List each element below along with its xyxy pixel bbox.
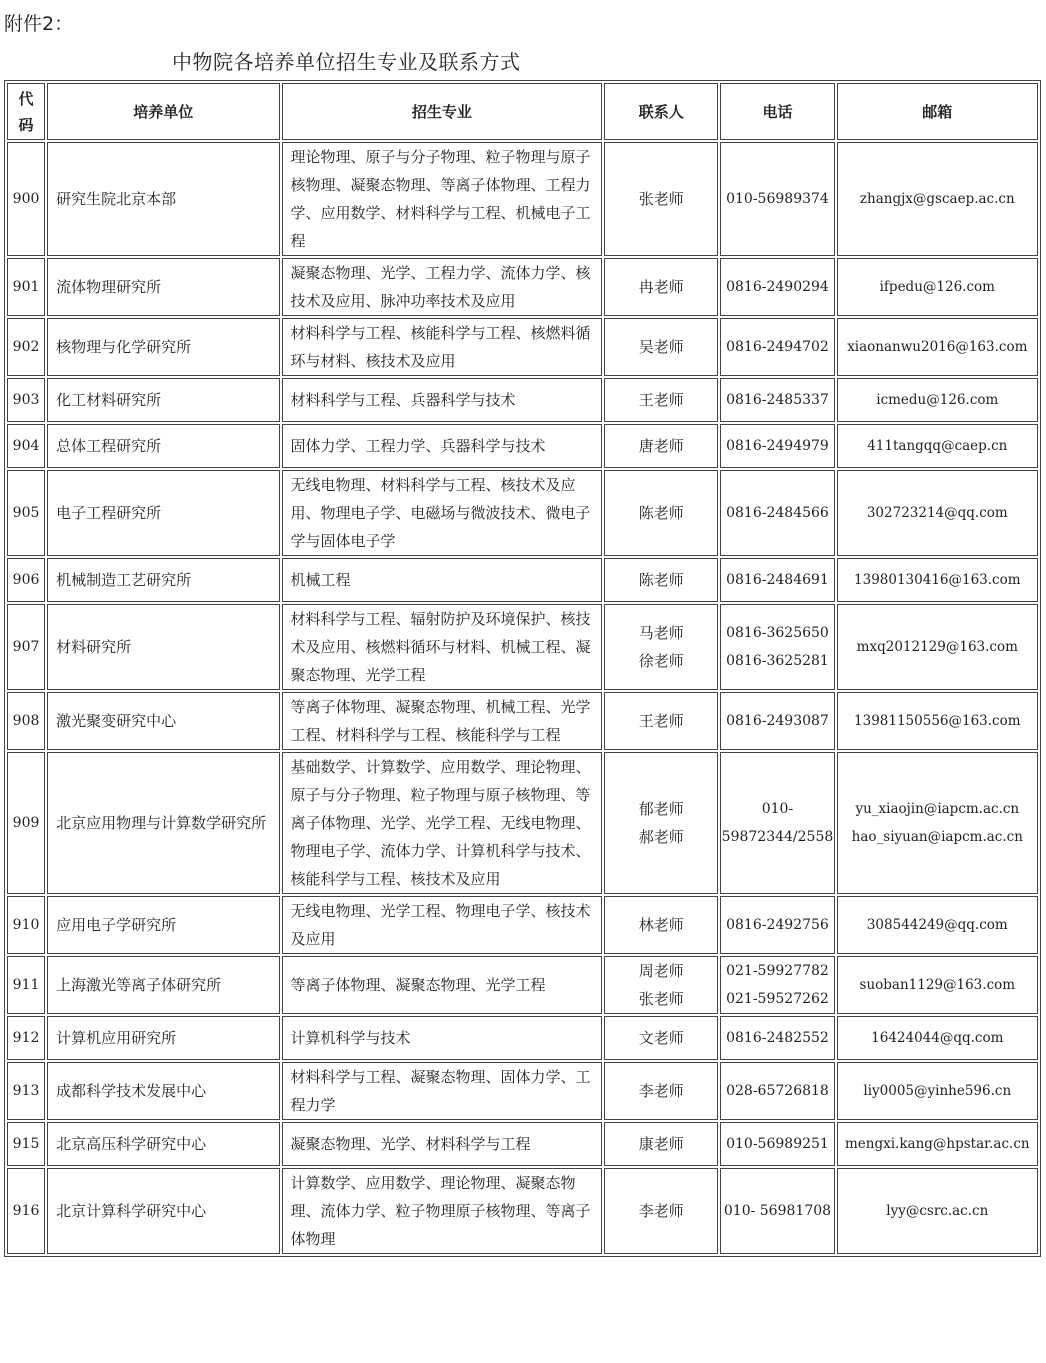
cell-phone-line: 0816-3625650 (726, 625, 829, 641)
cell-contact (604, 318, 718, 376)
cell-unit: 北京高压科学研究中心 (47, 1122, 279, 1166)
table-row (7, 378, 1038, 422)
annex-label: 附件2： (4, 13, 74, 35)
cell-unit: 化工材料研究所 (47, 378, 279, 422)
cell-contact-line: 冉老师 (638, 278, 684, 296)
cell-phone (720, 1168, 834, 1254)
cell-phone (720, 424, 834, 468)
cell-contact-line: 郝老师 (638, 828, 684, 846)
cell-major: 材料科学与工程、兵器科学与技术 (282, 378, 603, 422)
cell-email-line: xiaonanwu2016@163.com (847, 339, 1028, 355)
cell-email (837, 604, 1038, 690)
cell-phone (720, 896, 834, 954)
cell-contact-line: 王老师 (638, 391, 684, 409)
header-phone: 电话 (720, 83, 834, 140)
cell-email (837, 424, 1038, 468)
cell-code: 916 (7, 1168, 45, 1254)
cell-contact (604, 424, 718, 468)
cell-major: 无线电物理、光学工程、物理电子学、核技术及应用 (282, 896, 603, 954)
cell-contact-line: 周老师 (638, 962, 684, 980)
header-major: 招生专业 (282, 83, 603, 140)
header-unit: 培养单位 (47, 83, 279, 140)
cell-major: 凝聚态物理、光学、材料科学与工程 (282, 1122, 603, 1166)
cell-email (837, 318, 1038, 376)
cell-major: 等离子体物理、凝聚态物理、光学工程 (282, 956, 603, 1014)
cell-contact (604, 1062, 718, 1120)
cell-unit: 总体工程研究所 (47, 424, 279, 468)
cell-email (837, 896, 1038, 954)
cell-code: 913 (7, 1062, 45, 1120)
cell-email-line: 411tangqq@caep.cn (867, 438, 1008, 454)
cell-email-line: 302723214@qq.com (866, 505, 1008, 521)
cell-email-line: liy0005@yinhe596.cn (863, 1083, 1012, 1099)
cell-phone-line: 010- (761, 801, 794, 817)
table-row (7, 470, 1038, 556)
cell-code: 905 (7, 470, 45, 556)
cell-email-line: 13981150556@163.com (854, 713, 1021, 729)
recruitment-table (4, 80, 1041, 1257)
cell-contact-line: 李老师 (638, 1202, 684, 1220)
cell-email (837, 752, 1038, 894)
cell-phone (720, 1016, 834, 1060)
cell-contact (604, 1122, 718, 1166)
cell-code: 900 (7, 142, 45, 256)
cell-phone-line: 0816-2492756 (726, 917, 829, 933)
cell-major: 无线电物理、材料科学与工程、核技术及应用、物理电子学、电磁场与微波技术、微电子学与固体电子学 (282, 470, 603, 556)
cell-phone-line: 0816-2494702 (726, 339, 829, 355)
cell-major: 固体力学、工程力学、兵器科学与技术 (282, 424, 603, 468)
cell-contact-line: 张老师 (638, 990, 684, 1008)
cell-email (837, 692, 1038, 750)
cell-email (837, 378, 1038, 422)
cell-email-line: mengxi.kang@hpstar.ac.cn (845, 1136, 1030, 1152)
cell-code: 906 (7, 558, 45, 602)
cell-phone (720, 604, 834, 690)
table-row (7, 142, 1038, 256)
cell-code: 904 (7, 424, 45, 468)
cell-code: 912 (7, 1016, 45, 1060)
cell-unit: 应用电子学研究所 (47, 896, 279, 954)
cell-phone (720, 378, 834, 422)
cell-code: 907 (7, 604, 45, 690)
cell-contact-line: 林老师 (638, 916, 684, 934)
cell-major: 凝聚态物理、光学、工程力学、流体力学、核技术及应用、脉冲功率技术及应用 (282, 258, 603, 316)
cell-phone-line: 0816-2493087 (726, 713, 829, 729)
table-row (7, 752, 1038, 894)
cell-email (837, 956, 1038, 1014)
cell-major: 材料科学与工程、凝聚态物理、固体力学、工程力学 (282, 1062, 603, 1120)
cell-code: 915 (7, 1122, 45, 1166)
cell-contact (604, 1168, 718, 1254)
cell-major: 等离子体物理、凝聚态物理、机械工程、光学工程、材料科学与工程、核能科学与工程 (282, 692, 603, 750)
cell-phone-line: 0816-2485337 (726, 392, 829, 408)
cell-contact-line: 郁老师 (638, 800, 684, 818)
header-contact: 联系人 (604, 83, 718, 140)
cell-email-line: mxq2012129@163.com (856, 639, 1018, 655)
cell-phone-line: 021-59927782 (726, 963, 829, 979)
cell-contact (604, 142, 718, 256)
cell-phone-line: 0816-2482552 (726, 1030, 829, 1046)
cell-phone-line: 0816-2484566 (726, 505, 829, 521)
cell-contact (604, 956, 718, 1014)
cell-unit: 激光聚变研究中心 (47, 692, 279, 750)
cell-unit: 上海激光等离子体研究所 (47, 956, 279, 1014)
table-row (7, 318, 1038, 376)
cell-email-line: ifpedu@126.com (879, 279, 995, 295)
cell-phone (720, 142, 834, 256)
cell-contact-line: 唐老师 (638, 437, 684, 455)
cell-contact-line: 马老师 (638, 624, 684, 642)
cell-unit: 计算机应用研究所 (47, 1016, 279, 1060)
cell-email-line: suoban1129@163.com (859, 977, 1016, 993)
cell-contact (604, 258, 718, 316)
cell-email-line: 16424044@qq.com (871, 1030, 1004, 1046)
cell-phone (720, 956, 834, 1014)
cell-unit: 北京计算科学研究中心 (47, 1168, 279, 1254)
cell-email (837, 258, 1038, 316)
cell-contact-line: 吴老师 (638, 338, 684, 356)
cell-contact-line: 徐老师 (638, 652, 684, 670)
cell-email (837, 1062, 1038, 1120)
cell-email-line: hao_siyuan@iapcm.ac.cn (851, 829, 1023, 845)
cell-email-line: 13980130416@163.com (854, 572, 1021, 588)
cell-code: 909 (7, 752, 45, 894)
cell-major: 基础数学、计算数学、应用数学、理论物理、原子与分子物理、粒子物理与原子核物理、等离子体物理、光学、光学工程、无线电物理、物理电子学、流体力学、计算机科学与技术、核能科学与工程、核技术及应用 (282, 752, 603, 894)
cell-major: 理论物理、原子与分子物理、粒子物理与原子核物理、凝聚态物理、等离子体物理、工程力学、应用数学、材料科学与工程、机械电子工程 (282, 142, 603, 256)
table-header-row (7, 83, 1038, 140)
cell-contact (604, 1016, 718, 1060)
cell-major: 计算数学、应用数学、理论物理、凝聚态物理、流体力学、粒子物理原子核物理、等离子体物理 (282, 1168, 603, 1254)
cell-major: 材料科学与工程、核能科学与工程、核燃料循环与材料、核技术及应用 (282, 318, 603, 376)
cell-unit: 电子工程研究所 (47, 470, 279, 556)
cell-email (837, 470, 1038, 556)
table-row (7, 1168, 1038, 1254)
cell-contact-line: 王老师 (638, 712, 684, 730)
cell-phone-line: 0816-2484691 (726, 572, 829, 588)
cell-phone-line: 010-56989251 (726, 1136, 829, 1152)
cell-contact (604, 604, 718, 690)
cell-unit: 北京应用物理与计算数学研究所 (47, 752, 279, 894)
cell-email-line: 308544249@qq.com (866, 917, 1008, 933)
header-code: 代 码 (7, 83, 45, 140)
cell-phone-line: 59872344/2558 (721, 829, 834, 845)
cell-contact (604, 378, 718, 422)
cell-email (837, 558, 1038, 602)
cell-email-line: lyy@csrc.ac.cn (886, 1203, 989, 1219)
cell-phone-line: 021-59527262 (726, 991, 829, 1007)
cell-code: 901 (7, 258, 45, 316)
cell-contact (604, 896, 718, 954)
cell-contact (604, 558, 718, 602)
cell-unit: 核物理与化学研究所 (47, 318, 279, 376)
cell-contact-line: 文老师 (638, 1029, 684, 1047)
cell-contact-line: 陈老师 (638, 571, 684, 589)
cell-unit: 成都科学技术发展中心 (47, 1062, 279, 1120)
cell-phone (720, 1062, 834, 1120)
table-row (7, 258, 1038, 316)
cell-phone-line: 010-56989374 (726, 191, 829, 207)
table-row (7, 1122, 1038, 1166)
cell-phone (720, 1122, 834, 1166)
cell-major: 机械工程 (282, 558, 603, 602)
table-row (7, 558, 1038, 602)
cell-code: 908 (7, 692, 45, 750)
cell-contact (604, 692, 718, 750)
table-row (7, 604, 1038, 690)
cell-phone-line: 028-65726818 (726, 1083, 829, 1099)
cell-phone (720, 470, 834, 556)
table-body (7, 142, 1038, 1254)
cell-phone-line: 010- 56981708 (723, 1203, 832, 1219)
cell-phone-line: 0816-2494979 (726, 438, 829, 454)
cell-unit: 流体物理研究所 (47, 258, 279, 316)
cell-contact-line: 李老师 (638, 1082, 684, 1100)
cell-contact-line: 张老师 (638, 190, 684, 208)
cell-contact (604, 470, 718, 556)
cell-unit: 机械制造工艺研究所 (47, 558, 279, 602)
header-email: 邮箱 (837, 83, 1038, 140)
cell-contact-line: 康老师 (638, 1135, 684, 1153)
document-title: 中物院各培养单位招生专业及联系方式 (172, 50, 521, 74)
cell-phone (720, 752, 834, 894)
cell-code: 910 (7, 896, 45, 954)
cell-phone (720, 558, 834, 602)
cell-phone-line: 0816-2490294 (726, 279, 829, 295)
cell-email (837, 1016, 1038, 1060)
cell-phone (720, 258, 834, 316)
cell-unit: 材料研究所 (47, 604, 279, 690)
cell-code: 911 (7, 956, 45, 1014)
cell-phone-line: 0816-3625281 (726, 653, 829, 669)
cell-phone (720, 692, 834, 750)
table-row (7, 1062, 1038, 1120)
cell-phone (720, 318, 834, 376)
cell-unit: 研究生院北京本部 (47, 142, 279, 256)
cell-major: 计算机科学与技术 (282, 1016, 603, 1060)
cell-email (837, 1168, 1038, 1254)
cell-email (837, 1122, 1038, 1166)
cell-code: 902 (7, 318, 45, 376)
cell-email-line: yu_xiaojin@iapcm.ac.cn (855, 801, 1020, 817)
table-row (7, 692, 1038, 750)
table-row (7, 896, 1038, 954)
table-row (7, 956, 1038, 1014)
cell-contact-line: 陈老师 (638, 504, 684, 522)
cell-contact (604, 752, 718, 894)
table-row (7, 1016, 1038, 1060)
cell-code: 903 (7, 378, 45, 422)
table-row (7, 424, 1038, 468)
cell-email (837, 142, 1038, 256)
cell-email-line: icmedu@126.com (876, 392, 999, 408)
cell-major: 材料科学与工程、辐射防护及环境保护、核技术及应用、核燃料循环与材料、机械工程、凝聚态物理、光学工程 (282, 604, 603, 690)
cell-email-line: zhangjx@gscaep.ac.cn (859, 191, 1015, 207)
